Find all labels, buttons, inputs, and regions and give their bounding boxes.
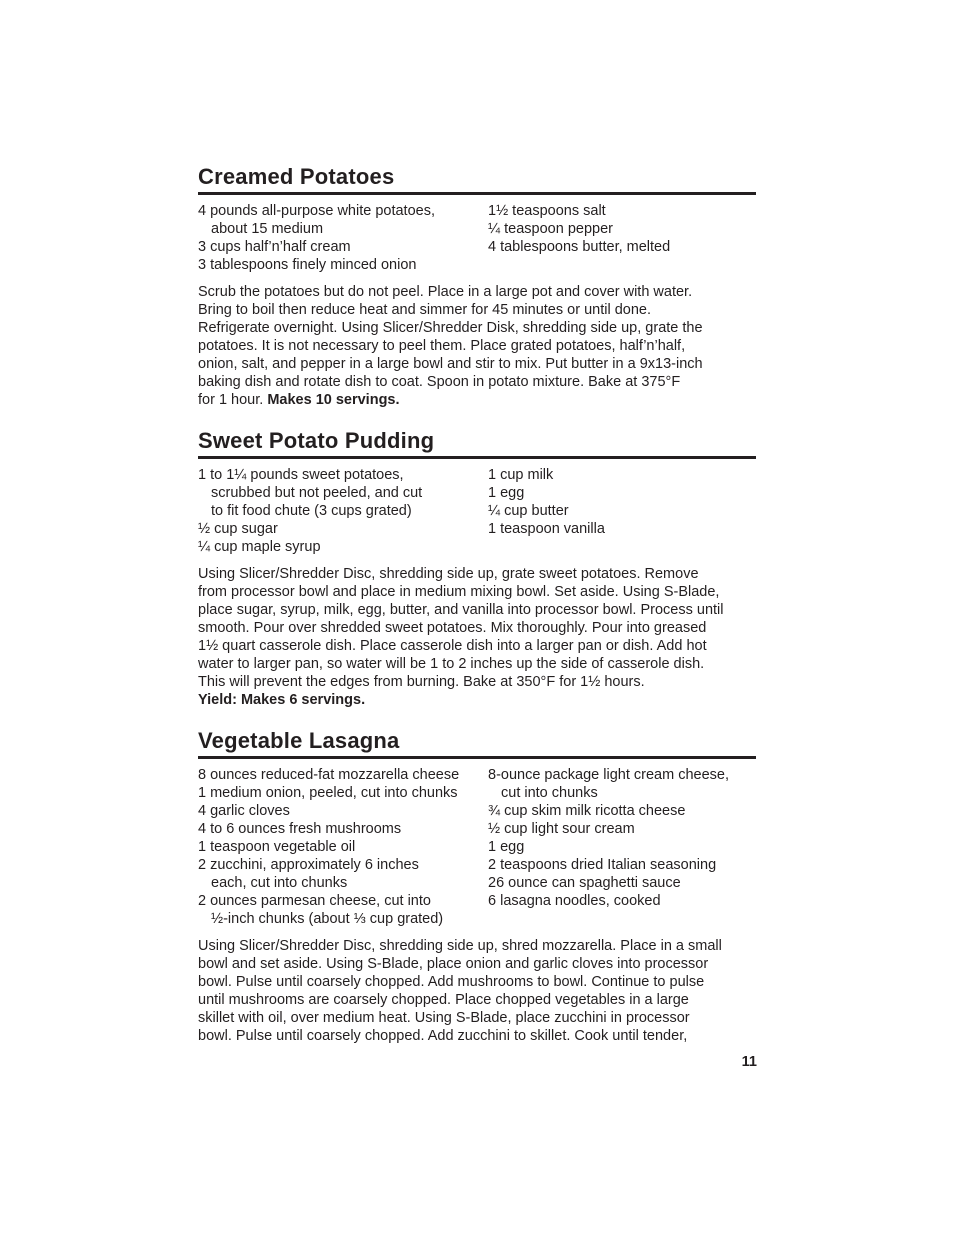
ingredient-list bbox=[198, 202, 756, 274]
instruction-line: skillet with oil, over medium heat. Using S-Blade, place zucchini in processor bbox=[198, 1010, 690, 1026]
ingredient-item: ¼ cup maple syrup bbox=[198, 539, 321, 555]
recipe-page bbox=[198, 163, 756, 1045]
ingredient-list bbox=[198, 766, 756, 928]
ingredient-text: cut into chunks bbox=[501, 785, 598, 801]
recipe-title: Sweet Potato Pudding bbox=[198, 427, 756, 459]
instruction-line: Refrigerate overnight. Using Slicer/Shredder Disk, shredding side up, grate the bbox=[198, 320, 703, 336]
recipe-vegetable-lasagna bbox=[198, 727, 756, 1045]
instruction-line: This will prevent the edges from burning. Bake at 350°F for 1½ hours. bbox=[198, 674, 645, 690]
ingredient-text: 8-ounce package light cream cheese, bbox=[488, 767, 730, 783]
ingredient-item: 6 lasagna noodles, cooked bbox=[488, 893, 661, 909]
instruction-line: water to larger pan, so water will be 1 to 2 inches up the side of casserole dish. bbox=[198, 656, 705, 672]
ingredient-column-right bbox=[488, 202, 756, 274]
instruction-line: baking dish and rotate dish to coat. Spoon in potato mixture. Bake at 375°F bbox=[198, 374, 681, 390]
ingredient-item: 4 garlic cloves bbox=[198, 803, 290, 819]
ingredient-item: ¼ cup butter bbox=[488, 503, 569, 519]
ingredient-item: 1½ teaspoons salt bbox=[488, 203, 606, 219]
ingredient-column-right bbox=[488, 466, 756, 556]
instruction-text: for 1 hour. bbox=[198, 392, 268, 408]
ingredient-item bbox=[198, 892, 488, 928]
ingredient-item: 4 tablespoons butter, melted bbox=[488, 239, 671, 255]
ingredient-item: 4 pounds all-purpose white potatoes, about 15 medium bbox=[198, 203, 435, 237]
ingredient-item: 1 medium onion, peeled, cut into chunks bbox=[198, 785, 458, 801]
instruction-line: 1½ quart casserole dish. Place casserole dish into a larger pan or dish. Add hot bbox=[198, 638, 707, 654]
ingredient-item: 3 cups half’n’half cream bbox=[198, 239, 351, 255]
ingredient-item: ½ cup light sour cream bbox=[488, 821, 635, 837]
ingredient-item: 1 egg bbox=[488, 485, 525, 501]
recipe-title: Vegetable Lasagna bbox=[198, 727, 756, 759]
ingredient-item: 1 cup milk bbox=[488, 467, 554, 483]
instructions bbox=[198, 937, 756, 1045]
instruction-line: bowl. Pulse until coarsely chopped. Add mushrooms to bowl. Continue to pulse bbox=[198, 974, 705, 990]
ingredient-text: 2 ounces parmesan cheese, cut into bbox=[198, 893, 431, 909]
ingredient-item: 8 ounces reduced-fat mozzarella cheese bbox=[198, 767, 460, 783]
ingredient-item: 1 egg bbox=[488, 839, 525, 855]
recipe-title: Creamed Potatoes bbox=[198, 163, 756, 195]
ingredient-text: 2 zucchini, approximately 6 inches bbox=[198, 857, 419, 873]
ingredient-item: 3 tablespoons finely minced onion bbox=[198, 257, 417, 273]
instruction-line: from processor bowl and place in medium mixing bowl. Set aside. Using S-Blade, bbox=[198, 584, 720, 600]
ingredient-text: ½-inch chunks (about ⅓ cup grated) bbox=[211, 911, 444, 927]
instruction-line-last bbox=[198, 391, 756, 409]
yield-text: Yield: Makes 6 servings. bbox=[198, 692, 366, 708]
ingredient-text: 1 to 1¼ pounds sweet potatoes, scrubbed but not peeled, and cut bbox=[198, 467, 423, 501]
ingredient-item: ½ cup sugar bbox=[198, 521, 278, 537]
ingredient-column-left bbox=[198, 202, 488, 274]
ingredient-text: to fit food chute (3 cups grated) bbox=[211, 503, 412, 519]
instruction-line: Scrub the potatoes but do not peel. Place in a large pot and cover with water. bbox=[198, 284, 693, 300]
instruction-line: Using Slicer/Shredder Disc, shredding side up, grate sweet potatoes. Remove bbox=[198, 566, 699, 582]
page-number: 11 bbox=[741, 1054, 757, 1070]
ingredient-text: each, cut into chunks bbox=[211, 875, 348, 891]
ingredient-item: 2 teaspoons dried Italian seasoning bbox=[488, 857, 717, 873]
instruction-line: place sugar, syrup, milk, egg, butter, and vanilla into processor bowl. Process until bbox=[198, 602, 724, 618]
ingredient-column-right bbox=[488, 766, 756, 928]
ingredient-column-left bbox=[198, 766, 488, 928]
recipe-sweet-potato-pudding bbox=[198, 427, 756, 709]
instructions bbox=[198, 565, 756, 709]
ingredient-item: ¼ teaspoon pepper bbox=[488, 221, 613, 237]
ingredient-item: 1 teaspoon vegetable oil bbox=[198, 839, 356, 855]
ingredient-item: ¾ cup skim milk ricotta cheese bbox=[488, 803, 686, 819]
instruction-line: onion, salt, and pepper in a large bowl and stir to mix. Put butter in a 9x13-inch bbox=[198, 356, 703, 372]
servings-text: Makes 10 servings. bbox=[267, 392, 400, 408]
ingredient-item: 1 teaspoon vanilla bbox=[488, 521, 605, 537]
instruction-line: bowl. Pulse until coarsely chopped. Add zucchini to skillet. Cook until tender, bbox=[198, 1028, 688, 1044]
ingredient-item: 26 ounce can spaghetti sauce bbox=[488, 875, 681, 891]
recipe-creamed-potatoes bbox=[198, 163, 756, 409]
instructions bbox=[198, 283, 756, 409]
instruction-line: smooth. Pour over shredded sweet potatoes. Mix thoroughly. Pour into greased bbox=[198, 620, 707, 636]
instruction-line: until mushrooms are coarsely chopped. Place chopped vegetables in a large bbox=[198, 992, 689, 1008]
instruction-line: potatoes. It is not necessary to peel them. Place grated potatoes, half’n’half, bbox=[198, 338, 686, 354]
instruction-line: Using Slicer/Shredder Disc, shredding side up, shred mozzarella. Place in a small bbox=[198, 938, 722, 954]
ingredient-item bbox=[198, 856, 488, 892]
ingredient-item bbox=[488, 766, 756, 802]
instruction-line: Bring to boil then reduce heat and simmer for 45 minutes or until done. bbox=[198, 302, 651, 318]
ingredient-item: 4 to 6 ounces fresh mushrooms bbox=[198, 821, 402, 837]
ingredient-item bbox=[198, 466, 465, 520]
instruction-line: bowl and set aside. Using S-Blade, place onion and garlic cloves into processor bbox=[198, 956, 709, 972]
ingredient-column-left bbox=[198, 466, 488, 556]
ingredient-list bbox=[198, 466, 756, 556]
